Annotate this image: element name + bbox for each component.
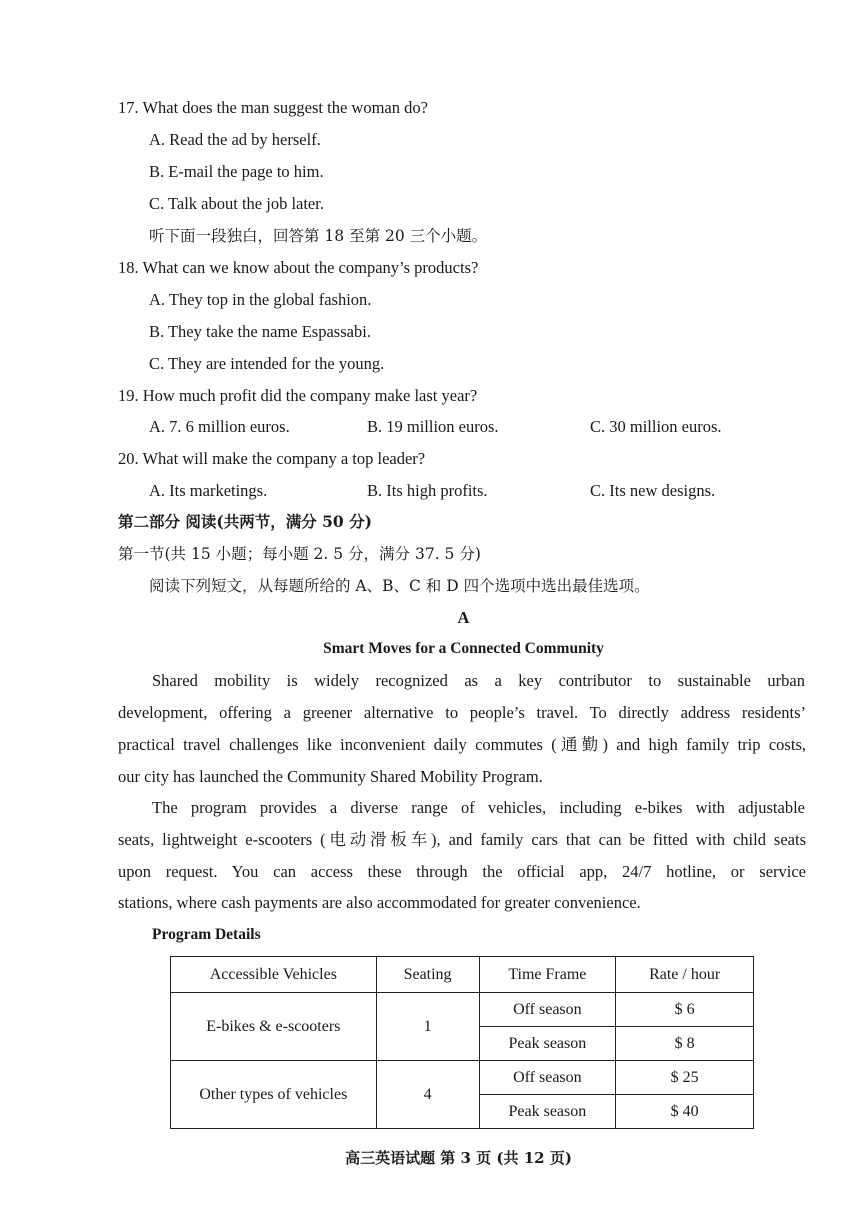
q17-option-a: A. Read the ad by herself. xyxy=(149,130,321,149)
page-footer: 高三英语试题 第 3 页 (共 12 页) xyxy=(345,1149,572,1167)
time-frame-cell: Peak season xyxy=(479,1095,616,1129)
question-20: 20. What will make the company a top leader? xyxy=(118,449,426,468)
vehicle-cell: Other types of vehicles xyxy=(171,1061,377,1129)
paragraph-2-line-4: stations, where cash payments are also accommodated for greater convenience. xyxy=(118,893,641,912)
part-two-heading: 第二部分 阅读(共两节，满分 50 分) xyxy=(118,512,372,531)
q18-option-c: C. They are intended for the young. xyxy=(149,354,385,373)
time-frame-cell: Off season xyxy=(479,993,616,1027)
paragraph-1-line-1: Shared mobility is widely recognized as a key contributor to sustainable urban xyxy=(152,671,805,690)
question-19: 19. How much profit did the company make last year? xyxy=(118,386,478,405)
q20-option-b: B. Its high profits. xyxy=(367,481,488,500)
seating-cell: 4 xyxy=(376,1061,479,1129)
time-frame-cell: Peak season xyxy=(479,1027,616,1061)
q18-option-a: A. They top in the global fashion. xyxy=(149,290,372,309)
q20-option-a: A. Its marketings. xyxy=(149,481,268,500)
q19-option-c: C. 30 million euros. xyxy=(590,417,722,436)
paragraph-1-line-4: our city has launched the Community Shared Mobility Program. xyxy=(118,767,543,786)
vehicle-cell: E-bikes & e-scooters xyxy=(171,993,377,1061)
rate-cell: $ 8 xyxy=(616,1027,754,1061)
program-details-heading: Program Details xyxy=(152,926,261,943)
table-header-row xyxy=(171,957,754,993)
question-17: 17. What does the man suggest the woman do? xyxy=(118,98,428,117)
q20-option-c: C. Its new designs. xyxy=(590,481,716,500)
seating-cell: 1 xyxy=(376,993,479,1061)
paragraph-1-line-2: development, offering a greener alternative to people’s travel. To directly address residents’ xyxy=(118,703,806,722)
table-row xyxy=(171,993,754,1027)
reading-instruction: 阅读下列短文，从每题所给的 A、B、C 和 D 四个选项中选出最佳选项。 xyxy=(149,577,650,595)
header-rate: Rate / hour xyxy=(616,957,754,993)
passage-title: Smart Moves for a Connected Community xyxy=(323,640,604,657)
q18-option-b: B. They take the name Espassabi. xyxy=(149,322,371,341)
q17-option-b: B. E-mail the page to him. xyxy=(149,162,324,181)
program-details-table xyxy=(170,956,754,1129)
instruction-18-20: 听下面一段独白，回答第 18 至第 20 三个小题。 xyxy=(149,227,488,245)
rate-cell: $ 40 xyxy=(616,1095,754,1129)
paragraph-2-line-1: The program provides a diverse range of vehicles, including e-bikes with adjustable xyxy=(152,798,805,817)
q17-option-c: C. Talk about the job later. xyxy=(149,194,324,213)
passage-letter: A xyxy=(457,608,470,627)
paragraph-2-line-2: seats, lightweight e-scooters (电动滑板车), and family cars that can be fitted with child seats xyxy=(118,830,806,849)
rate-cell: $ 6 xyxy=(616,993,754,1027)
paragraph-1-line-3: practical travel challenges like inconvenient daily commutes (通勤) and high family trip costs, xyxy=(118,735,806,754)
q19-option-a: A. 7. 6 million euros. xyxy=(149,417,290,436)
section-one-heading: 第一节(共 15 小题；每小题 2. 5 分，满分 37. 5 分) xyxy=(118,545,481,563)
table-row xyxy=(171,1061,754,1095)
q19-option-b: B. 19 million euros. xyxy=(367,417,499,436)
paragraph-2-line-3: upon request. You can access these through the official app, 24/7 hotline, or service xyxy=(118,862,806,881)
question-18: 18. What can we know about the company’s products? xyxy=(118,258,479,277)
time-frame-cell: Off season xyxy=(479,1061,616,1095)
header-accessible-vehicles: Accessible Vehicles xyxy=(171,957,377,993)
rate-cell: $ 25 xyxy=(616,1061,754,1095)
header-seating: Seating xyxy=(376,957,479,993)
header-time-frame: Time Frame xyxy=(479,957,616,993)
